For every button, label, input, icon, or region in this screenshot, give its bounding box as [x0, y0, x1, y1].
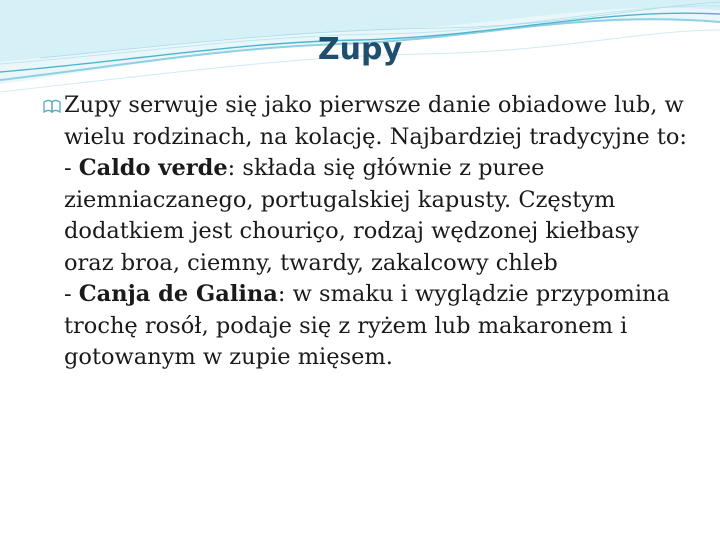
item-description: : w smaku i wyglądzie przypomina trochę rosół, podaje się z ryżem lub makaronem i gotowanym w zupie mięsem. — [64, 281, 670, 370]
item-name: Caldo verde — [78, 155, 228, 181]
soup-item-caldo-verde — [64, 153, 694, 279]
soup-item-canja-de-galina — [64, 279, 694, 374]
item-dash: - — [64, 155, 79, 181]
slide-title: Zupy — [317, 32, 403, 67]
item-dash: - — [64, 281, 79, 307]
item-name: Canja de Galina — [78, 281, 278, 307]
item-description: : składa się głównie z puree ziemniaczanego, portugalskiej kapusty. Częstym dodatkiem jest chouriço, rodzaj wędzonej kiełbasy oraz broa, ciemny, twardy, zakalcowy chleb — [64, 155, 639, 276]
slide-body — [64, 90, 694, 374]
intro-paragraph: Zupy serwuje się jako pierwsze danie obiadowe lub, w wielu rodzinach, na kolację. Najbardziej tradycyjne to: — [64, 92, 688, 150]
book-bullet-icon — [43, 99, 61, 113]
